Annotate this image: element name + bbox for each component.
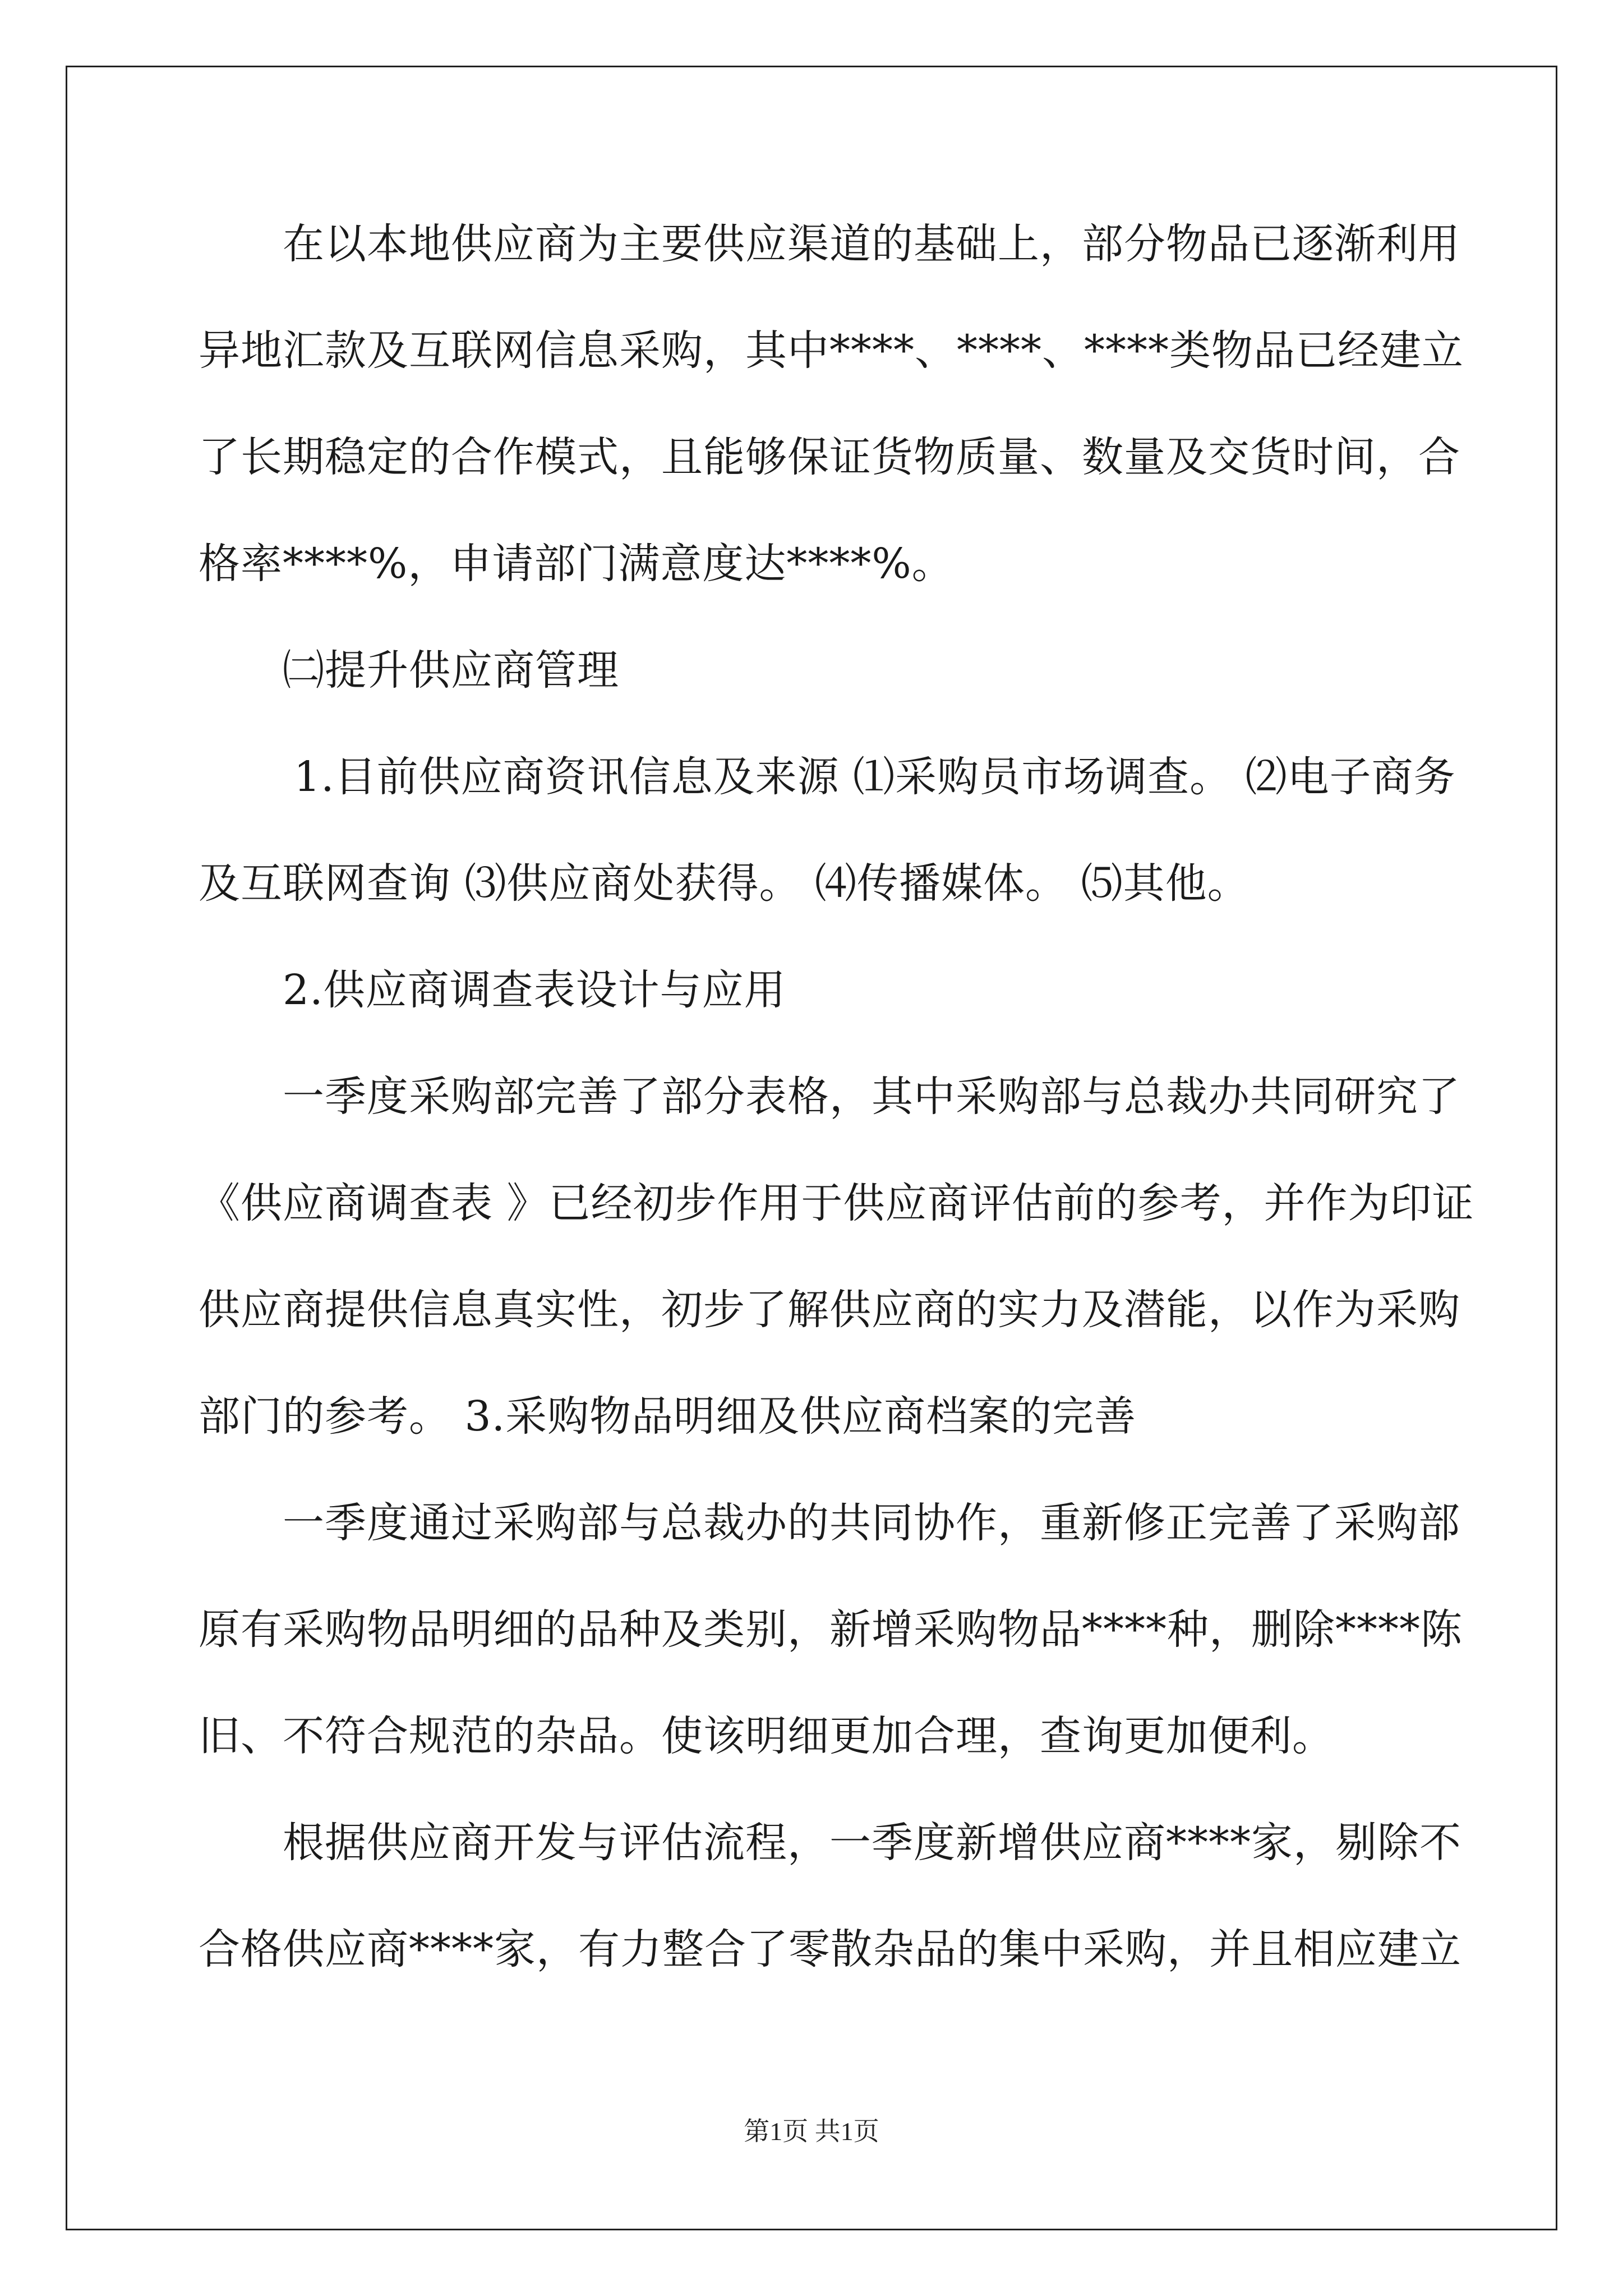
subsection-heading: 2.供应商调查表设计与应用 bbox=[283, 966, 786, 1014]
paragraph-line: 旧、不符合规范的杂品。使该明细更加合理，查询更加便利。 bbox=[199, 1712, 1334, 1760]
document-body bbox=[199, 213, 1474, 2025]
paragraph-line: 了长期稳定的合作模式，且能够保证货物质量、数量及交货时间，合 bbox=[199, 433, 1460, 481]
page-number-footer: 第1页 共1页 bbox=[744, 2117, 879, 2146]
paragraph-line: 及互联网查询 ⑶供应商处获得。 ⑷传播媒体。 ⑸其他。 bbox=[199, 859, 1249, 908]
paragraph-line: 合格供应商****家，有力整合了零散杂品的集中采购，并且相应建立 bbox=[199, 1925, 1461, 1973]
paragraph-line: 一季度通过采购部与总裁办的共同协作，重新修正完善了采购部 bbox=[283, 1499, 1460, 1547]
paragraph-line: 《供应商调查表 》已经初步作用于供应商评估前的参考，并作为印证 bbox=[199, 1179, 1474, 1227]
paragraph-line: 异地汇款及互联网信息采购，其中****、****、****类物品已经建立 bbox=[199, 326, 1464, 375]
paragraph-line: 一季度采购部完善了部分表格，其中采购部与总裁办共同研究了 bbox=[283, 1073, 1460, 1121]
paragraph-line: 根据供应商开发与评估流程，一季度新增供应商****家，剔除不 bbox=[283, 1819, 1461, 1867]
paragraph-line: 供应商提供信息真实性，初步了解供应商的实力及潜能，以作为采购 bbox=[199, 1286, 1460, 1334]
paragraph-line: 1.目前供应商资讯信息及来源 ⑴采购员市场调查。 ⑵电子商务 bbox=[294, 753, 1456, 801]
paragraph-line: 原有采购物品明细的品种及类别，新增采购物品****种，删除****陈 bbox=[199, 1605, 1463, 1654]
paragraph-line: 在以本地供应商为主要供应渠道的基础上，部分物品已逐渐利用 bbox=[283, 220, 1460, 268]
paragraph-line: 格率****%，申请部门满意度达****%。 bbox=[199, 540, 954, 588]
section-heading: ㈡提升供应商管理 bbox=[283, 646, 619, 694]
paragraph-line: 部门的参考。 3.采购物品明细及供应商档案的完善 bbox=[199, 1392, 1137, 1441]
